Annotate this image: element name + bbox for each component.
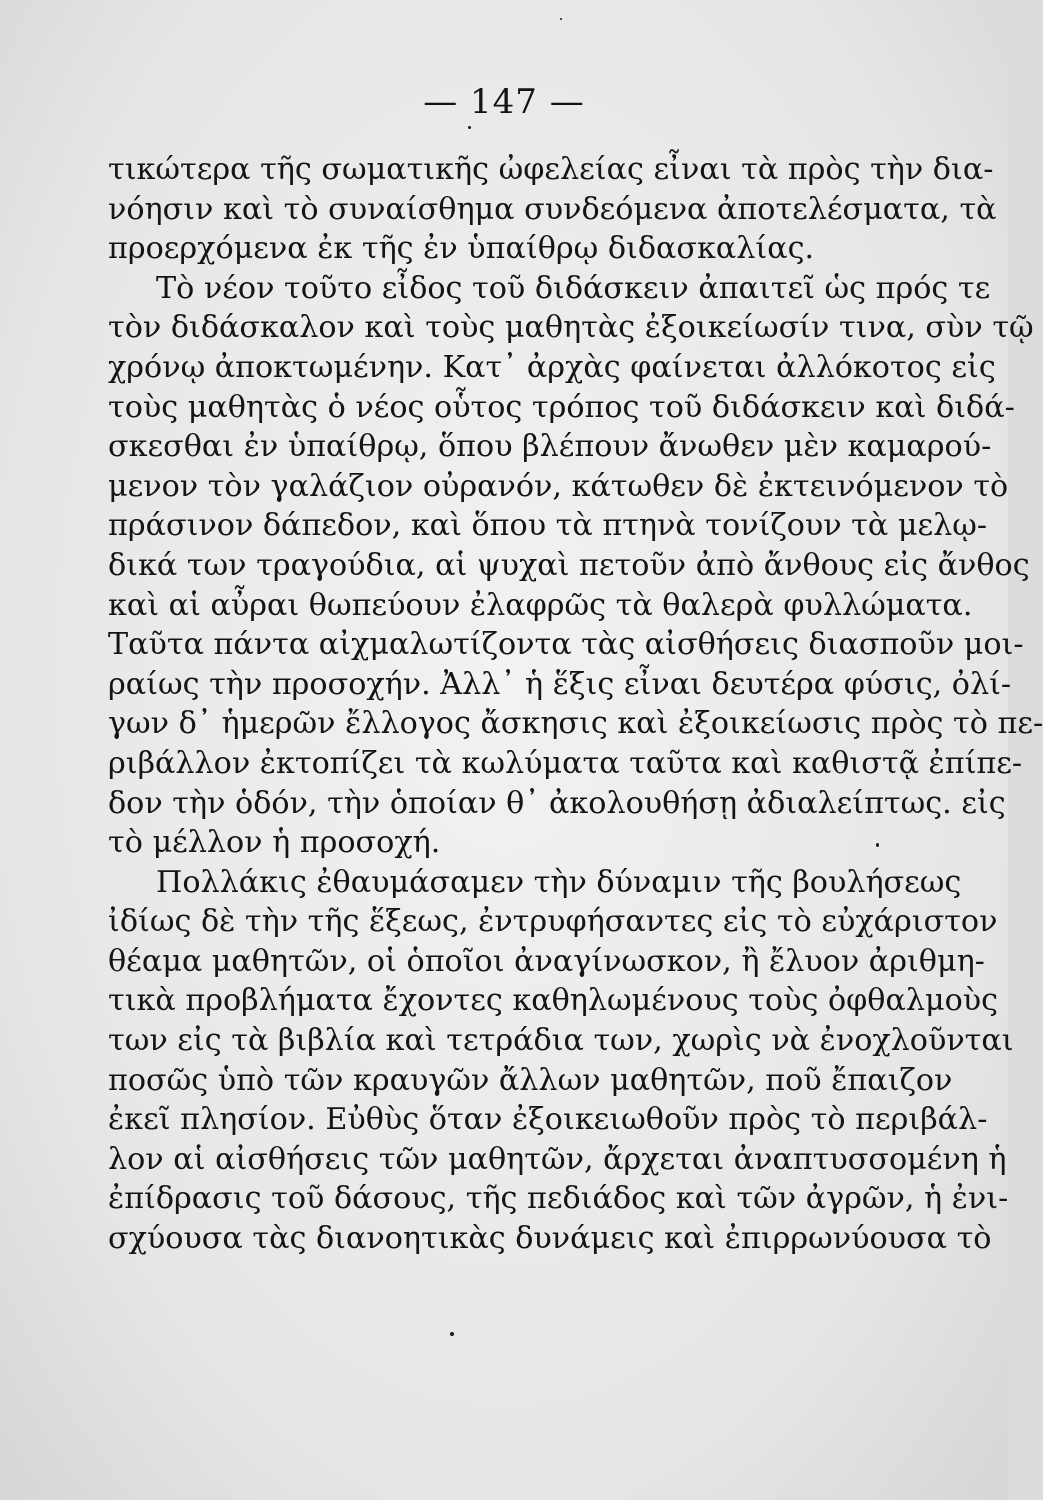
- text-line: ραίως τὴν προσοχήν. Ἀλλ᾽ ἡ ἕξις εἶναι δευτέρα φύσις, ὀλί-: [108, 666, 1012, 702]
- text-line: καὶ αἱ αὖραι θωπεύουν ἐλαφρῶς τὰ θαλερὰ φυλλώματα.: [108, 587, 973, 623]
- text-line: προερχόμενα ἐκ τῆς ἐν ὑπαίθρῳ διδασκαλίας.: [108, 231, 815, 267]
- text-line: δικά των τραγούδια, αἱ ψυχαὶ πετοῦν ἀπὸ ἄνθους εἰς ἄνθος: [108, 547, 1030, 583]
- text-line: των εἰς τὰ βιβλία καὶ τετράδια των, χωρὶς νὰ ἐνοχλοῦνται: [108, 1023, 1014, 1059]
- text-line: ἰδίως δὲ τὴν τῆς ἕξεως, ἐντρυφήσαντες εἰς τὸ εὐχάριστον: [108, 904, 998, 940]
- text-line: τὸ μέλλον ἡ προσοχή.: [108, 825, 441, 861]
- text-line: τὸν διδάσκαλον καὶ τοὺς μαθητὰς ἐξοικείωσίν τινα, σὺν τῷ: [108, 310, 1034, 346]
- text-line: δον τὴν ὁδόν, τὴν ὁποίαν θ᾽ ἀκολουθήσῃ ἀδιαλείπτως. εἰς: [108, 785, 1006, 821]
- text-line: τοὺς μαθητὰς ὁ νέος οὗτος τρόπος τοῦ διδάσκειν καὶ διδά-: [108, 389, 1015, 425]
- text-line: τικώτερα τῆς σωματικῆς ὠφελείας εἶναι τὰ πρὸς τὴν δια-: [108, 152, 994, 187]
- text-line: Τὸ νέον τοῦτο εἶδος τοῦ διδάσκειν ἀπαιτεῖ ὡς πρός τε: [156, 270, 991, 306]
- text-line: πράσινον δάπεδον, καὶ ὅπου τὰ πτηνὰ τονίζουν τὰ μελῳ-: [108, 508, 988, 544]
- text-line: σχύουσα τὰς διανοητικὰς δυνάμεις καὶ ἐπιρρωνύουσα τὸ: [108, 1221, 992, 1257]
- text-line: λον αἱ αἰσθήσεις τῶν μαθητῶν, ἄρχεται ἀναπτυσσομένη ἡ: [108, 1141, 1007, 1177]
- text-line: τικὰ προβλήματα ἔχοντες καθηλωμένους τοὺς ὀφθαλμοὺς: [108, 983, 999, 1019]
- text-line: θέαμα μαθητῶν, οἱ ὁποῖοι ἀναγίνωσκον, ἢ ἔλυον ἀριθμη-: [108, 943, 985, 979]
- text-line: Πολλάκις ἐθαυμάσαμεν τὴν δύναμιν τῆς βουλήσεως: [156, 864, 962, 900]
- body-text: [108, 150, 1043, 1259]
- text-line: νόησιν καὶ τὸ συναίσθημα συνδεόμενα ἀποτελέσματα, τὰ: [108, 191, 997, 227]
- page-number: — 147 —: [423, 82, 585, 122]
- text-line: γων δ᾽ ἡμερῶν ἔλλογος ἄσκησις καὶ ἐξοικείωσις πρὸς τὸ πε-: [108, 706, 1043, 742]
- text-line: ἐκεῖ πλησίον. Εὐθὺς ὅταν ἐξοικειωθοῦν πρὸς τὸ περιβάλ-: [108, 1102, 988, 1138]
- text-line: ποσῶς ὑπὸ τῶν κραυγῶν ἄλλων μαθητῶν, ποῦ ἔπαιζον: [108, 1062, 953, 1098]
- text-line: μενον τὸν γαλάζιον οὐρανόν, κάτωθεν δὲ ἐκτεινόμενον τὸ: [108, 468, 1009, 504]
- text-line: ἐπίδρασις τοῦ δάσους, τῆς πεδιάδος καὶ τῶν ἀγρῶν, ἡ ἐνι-: [108, 1181, 1009, 1217]
- text-line: σκεσθαι ἐν ὑπαίθρῳ, ὅπου βλέπουν ἄνωθεν μὲν καμαρού-: [108, 429, 992, 465]
- text-line: Ταῦτα πάντα αἰχμαλωτίζοντα τὰς αἰσθήσεις διασποῦν μοι-: [108, 627, 1024, 663]
- text-line: χρόνῳ ἀποκτωμένην. Κατ᾽ ἀρχὰς φαίνεται ἀλλόκοτος εἰς: [108, 349, 996, 385]
- text-line: ριβάλλον ἐκτοπίζει τὰ κωλύματα ταῦτα καὶ καθιστᾷ ἐπίπε-: [108, 745, 1023, 781]
